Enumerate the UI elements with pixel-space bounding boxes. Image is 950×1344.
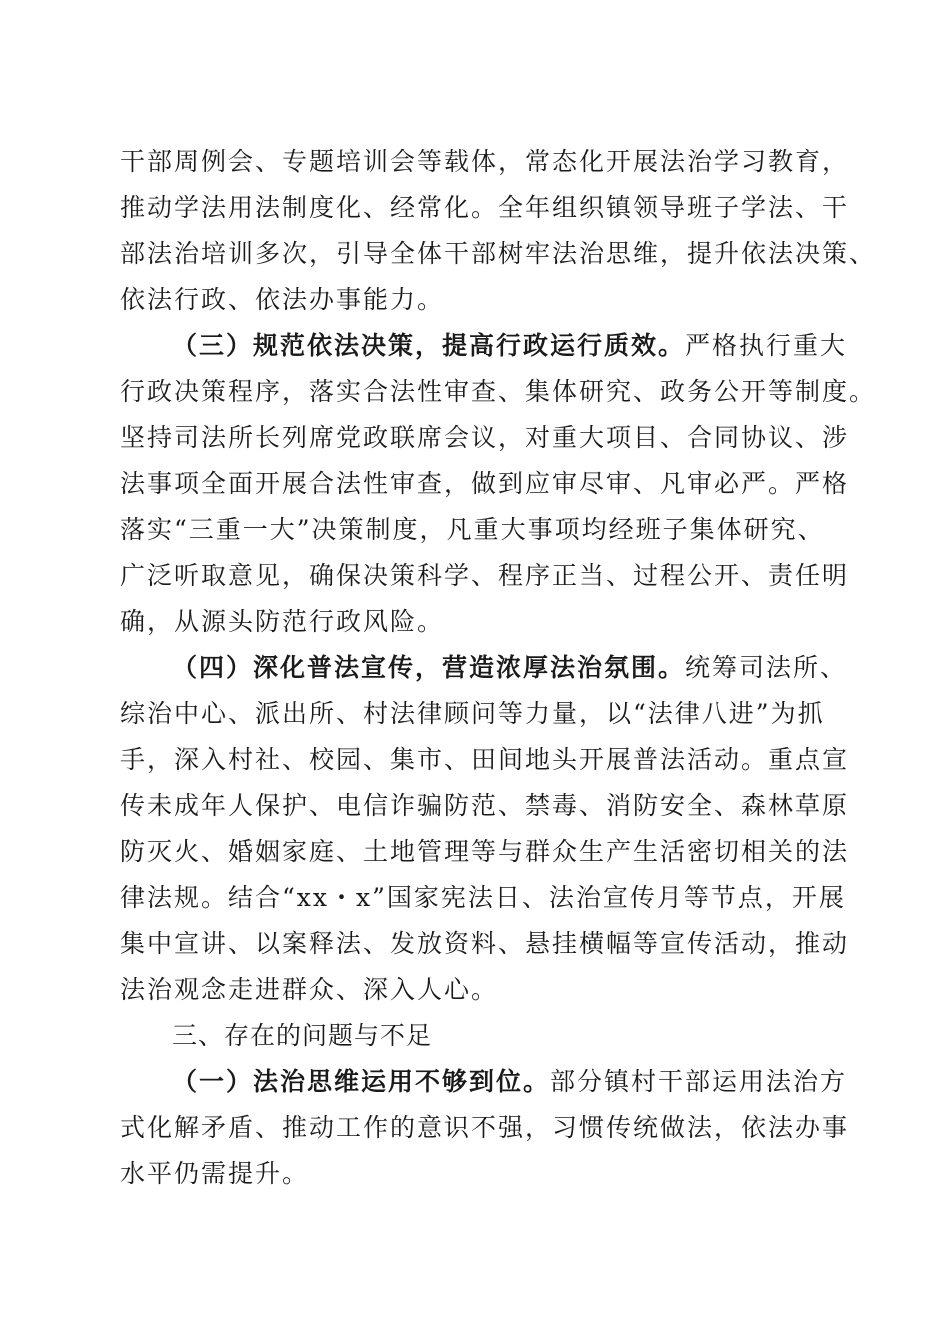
paragraph-text: 统筹司法所、 (685, 653, 848, 682)
paragraph-text: 严格执行重大 (685, 331, 848, 360)
paragraph-line: 水平仍需提升。 (120, 1159, 310, 1188)
paragraph-line: 落实“三重一大”决策制度，凡重大事项均经班子集体研究、 (120, 515, 825, 544)
paragraph-line: 防灭火、婚姻家庭、土地管理等与群众生产生活密切相关的法 (120, 837, 850, 866)
paragraph-line: 集中宣讲、以案释法、发放资料、悬挂横幅等宣传活动，推动 (120, 929, 850, 958)
paragraph-line: 广泛听取意见，确保决策科学、程序正当、过程公开、责任明 (120, 561, 850, 590)
paragraph-first-line (172, 651, 847, 685)
paragraph-line: 推动学法用法制度化、经常化。全年组织镇领导班子学法、干 (120, 193, 850, 222)
paragraph-line: 律法规。结合“xx・x”国家宪法日、法治宣传月等节点，开展 (120, 883, 846, 912)
paragraph-line: 干部周例会、专题培训会等载体，常态化开展法治学习教育， (120, 147, 850, 176)
paragraph-line: 法治观念走进群众、深入人心。 (120, 975, 499, 1004)
paragraph-line: 坚持司法所长列席党政联席会议，对重大项目、合同协议、涉 (120, 423, 850, 452)
paragraph-line: 手，深入村社、校园、集市、田间地头开展普法活动。重点宣 (120, 745, 850, 774)
paragraph-line: 传未成年人保护、电信诈骗防范、禁毒、消防安全、森林草原 (120, 791, 850, 820)
paragraph-line: 确，从源头防范行政风险。 (120, 607, 445, 636)
paragraph-first-line (172, 1065, 847, 1099)
paragraph-text: 部分镇村干部运用法治方 (550, 1067, 848, 1096)
paragraph-heading: （三）规范依法决策，提高行政运行质效。 (172, 331, 686, 360)
paragraph-line: 依法行政、依法办事能力。 (120, 285, 445, 314)
paragraph-line: 部法治培训多次，引导全体干部树牢法治思维，提升依法决策、 (120, 239, 877, 268)
paragraph-line: 行政决策程序，落实合法性审查、集体研究、政务公开等制度。 (120, 377, 877, 406)
paragraph-heading: （一）法治思维运用不够到位。 (172, 1067, 551, 1096)
paragraph-line: 综治中心、派出所、村法律顾问等力量，以“法律八进”为抓 (120, 699, 825, 728)
paragraph-heading: （四）深化普法宣传，营造浓厚法治氛围。 (172, 653, 686, 682)
paragraph-line: 式化解矛盾、推动工作的意识不强，习惯传统做法，依法办事 (120, 1113, 850, 1142)
section-title: 三、存在的问题与不足 (172, 1021, 433, 1050)
paragraph-first-line (172, 329, 847, 363)
paragraph-line: 法事项全面开展合法性审查，做到应审尽审、凡审必严。严格 (120, 469, 850, 498)
